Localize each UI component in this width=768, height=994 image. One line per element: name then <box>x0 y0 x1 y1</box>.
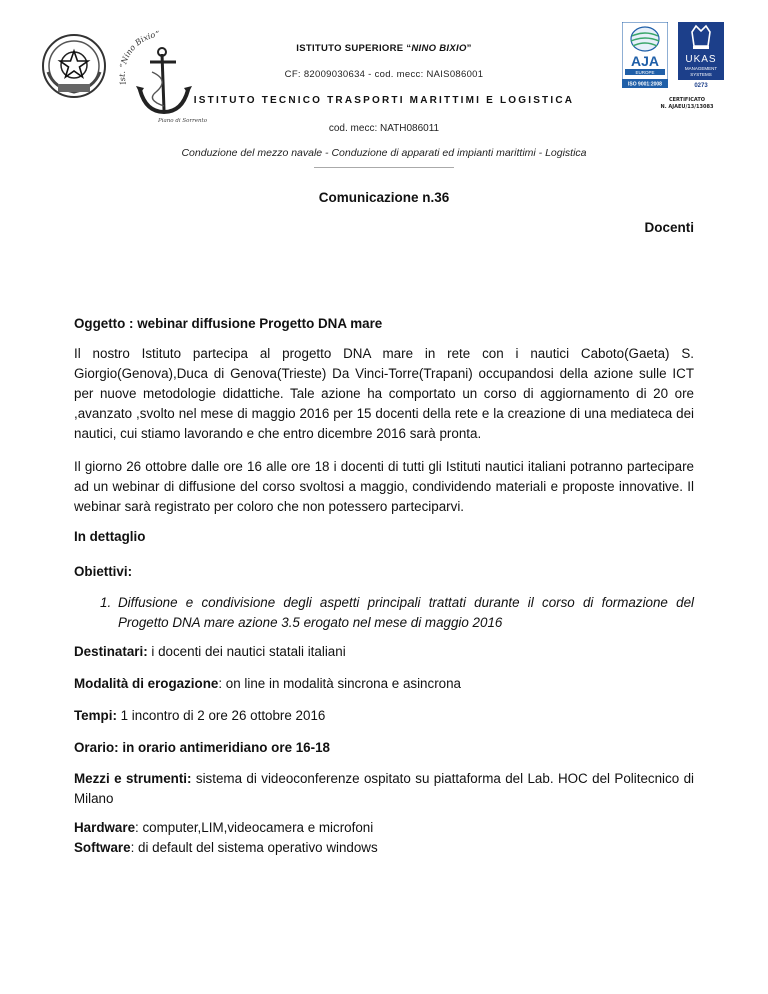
recipient: Docenti <box>644 220 694 235</box>
destinatari-label: Destinatari: <box>74 644 148 659</box>
tempi-line <box>74 706 694 726</box>
courses-line: Conduzione del mezzo navale - Conduzione di apparati ed impianti marittimi - Logistica <box>181 147 587 159</box>
logo-arc-text: Ist. “Nino Bixio” <box>117 29 161 86</box>
aja-text: AJA <box>630 53 660 69</box>
destinatari-value: i docenti dei nautici statali italiani <box>147 644 346 659</box>
hardware-line <box>74 818 694 838</box>
modalita-line <box>74 674 694 694</box>
school-suffix: ” <box>466 43 472 54</box>
ukas-sub1: MANAGEMENT <box>684 66 718 71</box>
ukas-num: 0273 <box>694 83 708 88</box>
ukas-sub2: SYSTEMS <box>690 72 712 77</box>
subject-line: Oggetto : webinar diffusione Progetto DNA mare <box>74 316 383 331</box>
tempi-value: 1 incontro di 2 ore 26 ottobre 2016 <box>116 708 326 723</box>
hardware-value: : computer,LIM,videocamera e microfoni <box>135 820 374 835</box>
aja-sub: EUROPE <box>635 70 655 75</box>
mezzi-label: Mezzi e strumenti: <box>74 771 192 786</box>
aja-iso: ISO 9001:2008 <box>628 81 662 88</box>
school-title <box>0 43 768 54</box>
cf-line: CF: 82009030634 - cod. mecc: NAIS086001 <box>284 69 484 80</box>
school-prefix: ISTITUTO SUPERIORE “ <box>296 43 412 54</box>
ukas-text: UKAS <box>685 54 717 65</box>
mezzi-value: sistema di videoconferenze ospitato su piattaforma del Lab. HOC del Politecnico di Milano <box>74 771 695 806</box>
certificate-line1: CERTIFICATO <box>668 97 706 103</box>
modalita-label: Modalità di erogazione <box>74 676 219 691</box>
objective-number: 1. <box>100 595 112 610</box>
header-divider <box>314 167 454 168</box>
modalita-value: : on line in modalità sincrona e asincrona <box>218 676 462 691</box>
software-line <box>74 838 694 858</box>
mezzi-line <box>74 769 694 809</box>
paragraph-1: Il nostro Istituto partecipa al progetto DNA mare in rete con i nautici Caboto(Gaeta) S. Giorgio(Genova),Duca di Genova(Trieste) Da Vinci-Torre(Trapani) occupandosi della azione sulle ICT per nuove metodologie didattiche. Tale azione ha comportato un corso di aggiornamento di 20 ore ,avanzato ,svolto nel mese di maggio 2016 per 15 docenti della rete e la creazione di una mediateca dei nautici, cui stiamo lavorando e che entro dicembre 2016 sarà pronta. <box>74 346 694 441</box>
hardware-label: Hardware <box>74 820 136 835</box>
software-value: : di default del sistema operativo windows <box>130 840 378 855</box>
software-label: Software <box>74 840 131 855</box>
details-heading: In dettaglio <box>74 529 146 544</box>
logo-bottom-text: Piano di Sorrento <box>158 118 208 124</box>
certificate-line2: N. AJAEU/13/13083 <box>660 104 714 110</box>
tempi-label: Tempi: <box>74 708 117 723</box>
communication-number: Comunicazione n.36 <box>318 190 450 205</box>
objectives-heading: Obiettivi: <box>74 564 133 579</box>
paragraph-2: Il giorno 26 ottobre dalle ore 16 alle ore 18 i docenti di tutti gli Istituti nautici italiani potranno partecipare ad un webinar di diffusione del corso svoltosi a maggio, condividendo materiali e proposte innovative. Il webinar sarà registrato per coloro che non potessero parteciparvi. <box>74 459 694 514</box>
objective-text: Diffusione e condivisione degli aspetti principali trattati durante il corso di formazione del Progetto DNA mare azione 3.5 erogato nel mese di maggio 2016 <box>118 595 694 630</box>
school-name: NINO BIXIO <box>411 43 467 54</box>
mecc-line: cod. mecc: NATH086011 <box>328 123 440 134</box>
orario-line: Orario: in orario antimeridiano ore 16-18 <box>74 740 330 755</box>
institute-name: ISTITUTO TECNICO TRASPORTI MARITTIMI E LOGISTICA <box>193 95 575 106</box>
destinatari-line <box>74 642 694 662</box>
